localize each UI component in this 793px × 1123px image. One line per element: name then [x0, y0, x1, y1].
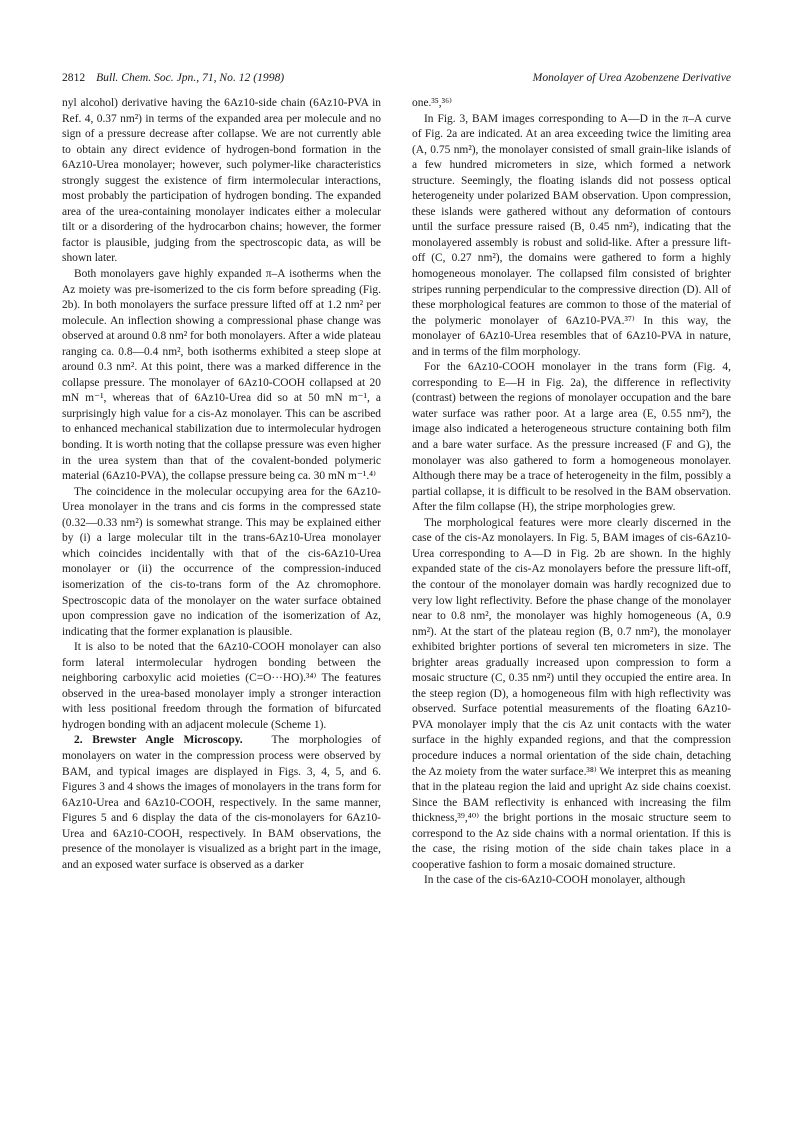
section-heading: 2. Brewster Angle Microscopy. — [74, 734, 243, 747]
paragraph: Both monolayers gave highly expanded π–A isotherms when the Az moiety was pre-isomerized to the cis form before spreading (Fig. 2b). In both monolayers the surface pressure lifted off at 1.2 nm² per molecule. An inflection showing a compressional phase change was observed at around 0.8 nm² for both monolayers. After a wide plateau ranging ca. 0.8—0.4 nm², both isotherms exhibited a steep slope at around 0.3 nm². At this point, there was a marked difference in the collapse pressure. The monolayer of 6Az10-COOH collapsed at 20 mN m⁻¹, whereas that of 6Az10-Urea did so at 50 mN m⁻¹, a surprisingly high value for a cis-Az monolayer. This can be ascribed to enhanced mechanical stabilization due to intermolecular hydrogen bonding. It is worth noting that the collapse pressure was even higher in the urea system than that of the covalent-bonded polymeric material (6Az10-PVA), the collapse pressure being ca. 30 mN m⁻¹.⁴⁾ — [62, 268, 381, 483]
paragraph: For the 6Az10-COOH monolayer in the trans form (Fig. 4, corresponding to E—H in Fig. 2a), the difference in reflectivity (contrast) between the regions of monolayer occupation and the bare water surface was rather poor. At a large area (E, 0.55 nm²), the image also indicated a heterogeneous structure containing both film and a bare water surface. As the pressure increased (F and G), the monolayer was also gathered to form a homogeneous monolayer. Although there may be a trace of heterogeneity in the film, possibly a partial collapse, it is difficult to be resolved in the BAM observation. After the film collapse (H), the stripe morphologies grew. — [412, 361, 731, 514]
page-number: 2812 — [62, 71, 86, 84]
paragraph: The coincidence in the molecular occupying area for the 6Az10-Urea monolayer in the trans and cis forms in the compressed state (0.32—0.33 nm²) is somewhat strange. This may be explained either by (i) a large molecular tilt in the trans-6Az10-Urea monolayer which coincides incidentally with that of the cis-6Az10-Urea monolayer or (ii) the occurrence of the compression-induced isomerization of the cis-to-trans form of the Az chromophore. Spectroscopic data of the monolayer on the water surface obtained upon compression gave no indication of the isomerization of Az, indicating that the former explanation is plausible. — [62, 485, 381, 638]
paragraph: The morphological features were more clearly discerned in the case of the cis-Az monolayers. In Fig. 5, BAM images of cis-6Az10-Urea corresponding to A—D in Fig. 2b are shown. In the highly expanded state of the cis-Az monolayers before the pressure lift-off, the contour of the monolayer domain was hardly recognized due to very low light reflectivity. Before the phase change of the monolayer near to 0.8 nm², the monolayer was highly homogeneous (A, 0.9 nm²). At the start of the plateau region (B, 0.7 nm²), the monolayer exhibited brighter portions of several ten micrometers in size. The brighter areas gradually increased upon compression to form a mosaic structure (C, 0.35 nm²) until they occupied the entire area. In the steep region (D), a homogeneous film with high reflectivity was observed. Surface potential measurements of the floating 6Az10-PVA monolayer imply that the cis Az unit contacts with the water surface in the highly expanded regions, and that the compression procedure induces a normal orientation of the side chain, detaching the Az moiety from the water surface.³⁸⁾ We interpret this as meaning that in the plateau region the laid and upright Az side chains coexist. Since the BAM reflectivity is enhanced with increasing the film thickness,³⁹,⁴⁰⁾ the bright portions in the mosaic structure seem to correspond to the Az side chains with a normal orientation. If this is the case, the rising motion of the side chain takes place in a cooperative fashion to form a mosaic domained structure. — [412, 516, 731, 871]
paragraph: It is also to be noted that the 6Az10-COOH monolayer can also form lateral intermolecular hydrogen bonding between the neighboring carboxylic acid moieties (C=O···HO).³⁴⁾ The features observed in the urea-based monolayer imply a stronger interaction with less positional freedom through the formation of bifurcated hydrogen bonding with an adjacent molecule (Scheme 1). — [62, 641, 381, 731]
right-column — [412, 96, 731, 889]
running-header — [62, 71, 731, 89]
paragraph: In Fig. 3, BAM images corresponding to A—D in the π–A curve of Fig. 2a are indicated. At an area exceeding twice the limiting area (A, 0.75 nm²), the monolayer consisted of small grain-like islands of a few hundred micrometers in size, which formed a network structure. Seemingly, the floating islands did not possess optical heterogeneity under polarized BAM observation. Upon compression, these islands were gathered without any deformation of contours until the surface pressure raised (B, 0.45 nm²), indicating that the monolayered assembly is robust and solid-like. After a pressure lift-off (C, 0.27 nm²), the domains were gathered to form a highly homogeneous monolayer. The collapsed film consisted of brighter stripes running perpendicular to the compressive direction (D). All of these morphological features are common to those of the material of the polymeric monolayer of 6Az10-PVA.³⁷⁾ In this way, the monolayer of 6Az10-Urea resembles that of 6Az10-PVA in nature, and in terms of the film morphology. — [412, 112, 731, 358]
paragraph: nyl alcohol) derivative having the 6Az10-side chain (6Az10-PVA in Ref. 4, 0.37 nm²) in terms of the expanded area per molecule and no sign of a pressure decrease after collapse. We are not currently able to obtain any direct evidence of hydrogen-bond formation in the 6Az10-Urea monolayer; however, such polymer-like characteristics strongly suggest the existence of firm intermolecular interactions, most probably the participation of hydrogen bonding. The expanded area of the urea-containing monolayer indicates either a molecular tilt or a disordering of the hydrocarbon chains; however, the former factor is plausible, judging from the spectroscopic data, as will be shown later. — [62, 97, 381, 265]
section-text: The morphologies of monolayers on water in the compression process were observed by BAM, and typical images are displayed in Figs. 3, 4, 5, and 6. Figures 3 and 4 shows the images of monolayers in the trans form for 6Az10-Urea and 6Az10-COOH, respectively. In the same manner, Figures 5 and 6 display the data of the cis-monolayers for 6Az10-Urea and 6Az10-COOH, respectively. In BAM observations, the presence of the monolayer is visualized as a bright part in the image, and an exposed water surface is observed as a darker — [62, 734, 381, 871]
paragraph: In the case of the cis-6Az10-COOH monolayer, although — [424, 874, 686, 887]
section-paragraph — [62, 733, 381, 873]
journal-citation: Bull. Chem. Soc. Jpn., 71, No. 12 (1998) — [96, 71, 285, 84]
running-title: Monolayer of Urea Azobenzene Derivative — [532, 71, 731, 84]
paragraph: one.³⁵,³⁶⁾ — [412, 97, 452, 109]
left-column — [62, 96, 381, 873]
